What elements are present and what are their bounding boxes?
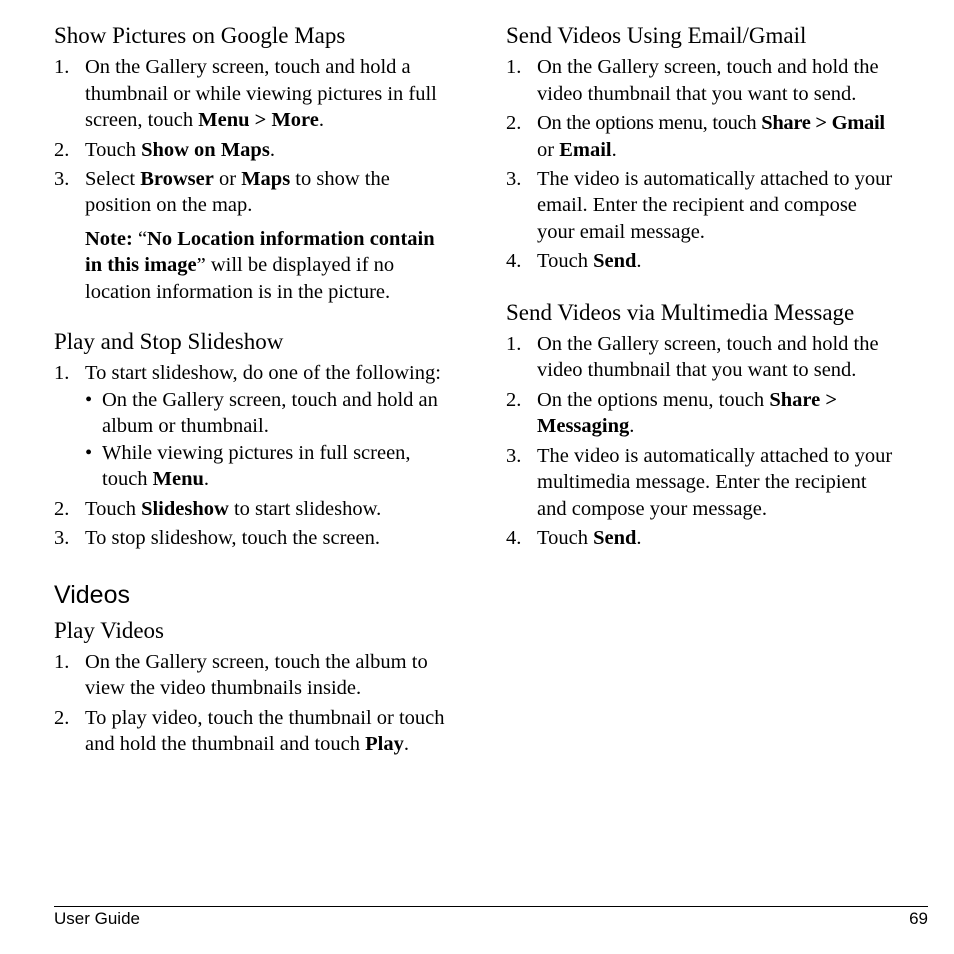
note-block-continuation: location information is in the picture.	[85, 281, 391, 303]
bullet-icon: •	[85, 442, 93, 464]
list-item-continuation: video thumbnail that you want to send.	[537, 83, 857, 105]
list-item: 2. On the options menu, touch Share > Gmail	[506, 112, 885, 134]
list-item-continuation: and compose your message.	[537, 498, 767, 520]
heading-play-videos: Play Videos	[54, 618, 165, 643]
list-item: 4. Touch Send.	[506, 250, 642, 272]
heading-play-stop-slideshow: Play and Stop Slideshow	[54, 329, 284, 354]
note-block-continuation: in this image” will be displayed if no	[85, 254, 395, 276]
list-item-continuation: email. Enter the recipient and compose	[537, 194, 857, 216]
list-item: 2. On the options menu, touch Share >	[506, 389, 837, 411]
list-item-continuation: position on the map.	[85, 194, 253, 216]
heading-show-pictures-on-maps: Show Pictures on Google Maps	[54, 23, 346, 48]
list-item-continuation: screen, touch Menu > More.	[85, 109, 325, 131]
note-label: Note:	[85, 228, 133, 250]
list-item: 3. The video is automatically attached to your	[506, 445, 893, 467]
list-item-continuation: and hold the thumbnail and touch Play.	[85, 733, 409, 755]
list-item-continuation: or Email.	[537, 139, 617, 161]
list-item-continuation: view the video thumbnails inside.	[85, 677, 362, 699]
page-number: 69	[909, 909, 928, 928]
bullet-item: • While viewing pictures in full screen,	[85, 442, 411, 464]
note-block: Note: “No Location information contain	[85, 228, 435, 250]
list-item: 3. To stop slideshow, touch the screen.	[54, 527, 380, 549]
section-title-videos: Videos	[54, 581, 130, 609]
list-item-continuation: your email message.	[537, 221, 705, 243]
list-item: 4. Touch Send.	[506, 527, 642, 549]
bullet-icon: •	[85, 389, 93, 411]
footer-label: User Guide	[54, 909, 140, 928]
list-item: 2. Touch Show on Maps.	[54, 139, 275, 161]
footer-divider	[54, 906, 928, 907]
list-number: 1.	[54, 56, 70, 78]
list-item-continuation: video thumbnail that you want to send.	[537, 359, 857, 381]
list-item-continuation: Messaging.	[537, 415, 635, 437]
list-item: 2. Touch Slideshow to start slideshow.	[54, 498, 382, 520]
bullet-item: • On the Gallery screen, touch and hold an	[85, 389, 438, 411]
list-item: 1. To start slideshow, do one of the following:	[54, 362, 441, 384]
list-item-continuation: thumbnail or while viewing pictures in full	[85, 83, 437, 105]
heading-send-videos-email: Send Videos Using Email/Gmail	[506, 23, 807, 48]
menu-path-bold: Menu > More	[198, 109, 319, 131]
list-item: 1. On the Gallery screen, touch the album to	[54, 651, 428, 673]
list-item: 3. The video is automatically attached to your	[506, 168, 893, 190]
bullet-item-continuation: touch Menu.	[102, 468, 210, 490]
bullet-item-continuation: album or thumbnail.	[102, 415, 269, 437]
list-item: 1. On the Gallery screen, touch and hold the	[506, 333, 879, 355]
heading-send-videos-mms: Send Videos via Multimedia Message	[506, 300, 855, 325]
list-item: 2. To play video, touch the thumbnail or touch	[54, 707, 445, 729]
list-item: 3. Select Browser or Maps to show the	[54, 168, 390, 190]
list-item: 1. On the Gallery screen, touch and hold a	[54, 56, 411, 78]
list-item: 1. On the Gallery screen, touch and hold the	[506, 56, 879, 78]
list-item-continuation: multimedia message. Enter the recipient	[537, 471, 867, 493]
